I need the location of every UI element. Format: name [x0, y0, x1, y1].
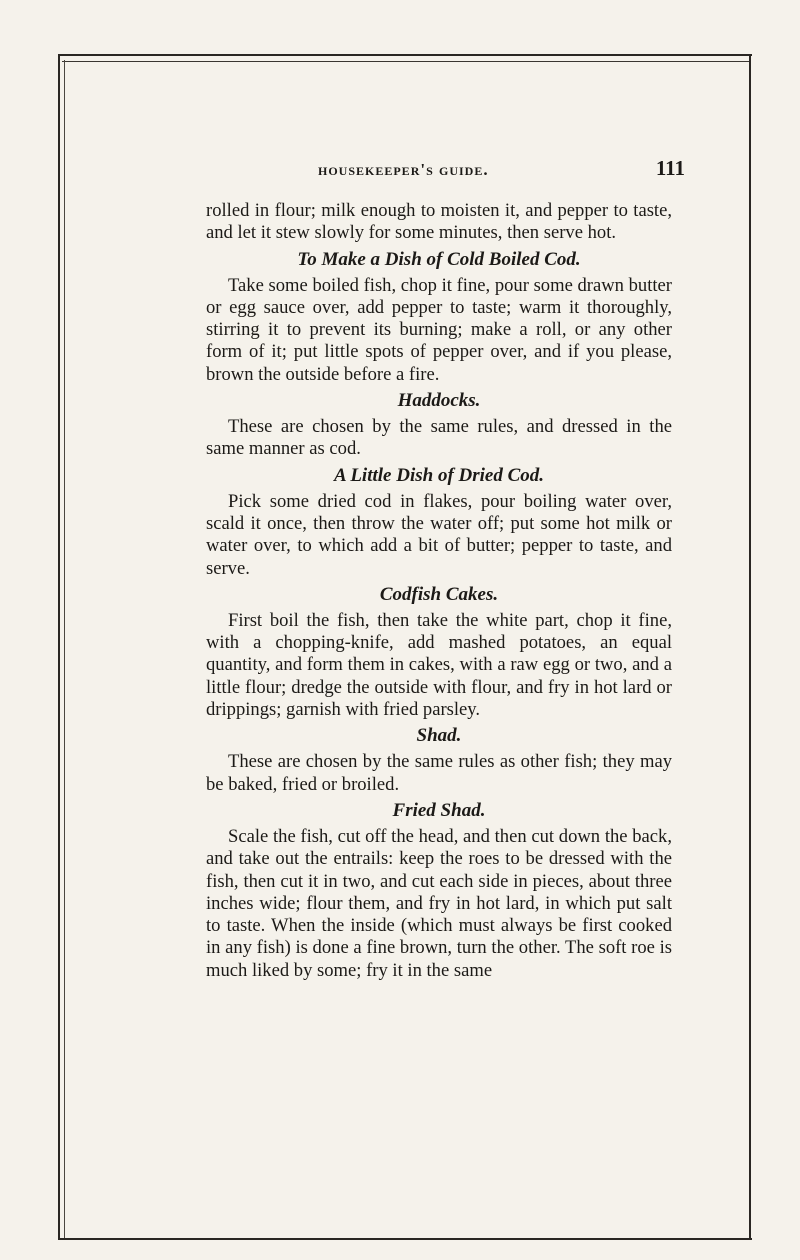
recipe-text-dried-cod: Pick some dried cod in flakes, pour boiling water over, scald it once, then throw the water off; put some hot milk or water over, to which add a bit of butter; pepper to taste, and serve. — [206, 490, 672, 579]
recipe-heading-haddocks: Haddocks. — [397, 390, 481, 412]
page-header — [200, 156, 685, 192]
recipe-text-fried-shad: Scale the fish, cut off the head, and then cut down the back, and take out the entrails: keep the roes to be dressed with the fish, then cut it in two, and cut each side in pieces, about three inches wide; flour them, and fry in hot lard, in which put salt to taste. When the inside (which must always be first cooked in any fish) is done a fine brown, turn the other. The soft roe is much liked by some; fry it in the same — [206, 825, 672, 981]
page-number: 111 — [655, 156, 685, 180]
recipe-text-cold-boiled-cod: Take some boiled fish, chop it fine, pour some drawn butter or egg sauce over, add pepper to taste; warm it thoroughly, stirring it to prevent its burning; make a roll, or any other form of it; put little spots of pepper over, and if you please, brown the outside before a fire. — [206, 274, 672, 385]
page-frame-inner-left-rule — [64, 60, 65, 1240]
recipe-heading-dried-cod: A Little Dish of Dried Cod. — [333, 464, 545, 486]
recipe-text-haddocks: These are chosen by the same rules, and dressed in the same manner as cod. — [206, 416, 672, 460]
page-frame-inner-top-rule — [62, 61, 750, 62]
recipe-heading-fried-shad: Fried Shad. — [392, 799, 486, 821]
recipe-heading-cold-boiled-cod: To Make a Dish of Cold Boiled Cod. — [297, 248, 581, 270]
page-frame-right-rule — [749, 54, 751, 1240]
recipe-text-shad: These are chosen by the same rules as other fish; they may be baked, fried or broiled. — [206, 751, 672, 795]
page-frame-left-rule — [58, 54, 60, 1240]
page-frame-top-rule — [58, 54, 752, 56]
page-frame-bottom-rule — [58, 1238, 752, 1240]
running-title: housekeeper's guide. — [318, 160, 489, 179]
recipe-heading-shad: Shad. — [416, 725, 462, 747]
recipe-heading-codfish-cakes: Codfish Cakes. — [379, 583, 499, 605]
recipe-text-codfish-cakes: First boil the fish, then take the white part, chop it fine, with a chopping-knife, add mashed potatoes, an equal quantity, and form them in cakes, with a raw egg or two, and a little flour; dredge the outside with flour, and fry in hot lard or drippings; garnish with fried parsley. — [206, 609, 672, 721]
continuation-paragraph: rolled in flour; milk enough to moisten it, and pepper to taste, and let it stew slowly for some minutes, then serve hot. — [206, 200, 672, 244]
page-body — [206, 200, 672, 982]
